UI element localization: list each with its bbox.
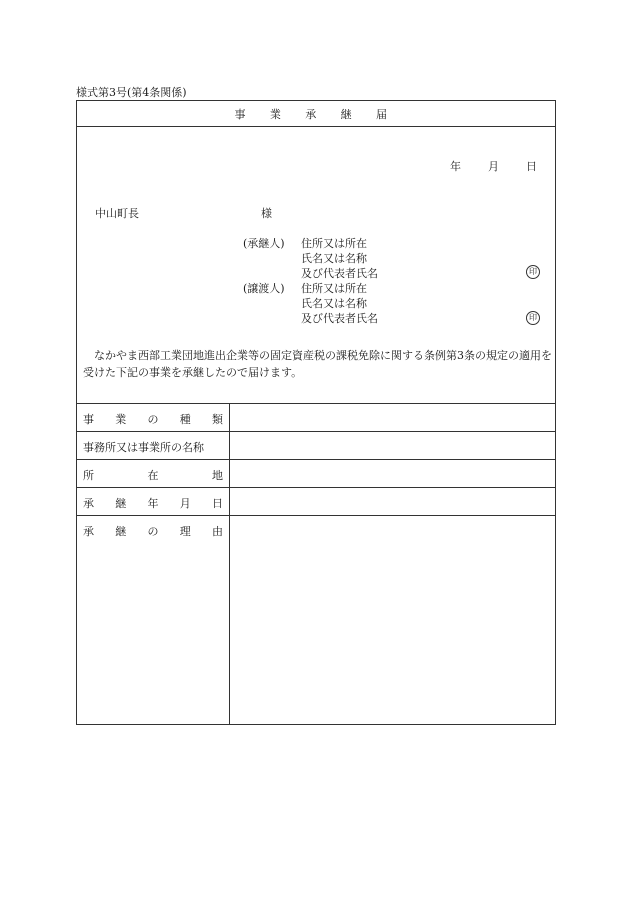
successor-address-label: 住所又は所在 xyxy=(301,237,367,250)
transferor-role: (譲渡人) xyxy=(243,282,285,295)
succession-reason-field[interactable] xyxy=(230,516,555,725)
form-frame xyxy=(76,100,556,725)
date-line xyxy=(450,158,537,174)
transferor-representative-label: 及び代表者氏名 xyxy=(301,312,378,325)
row-label: 事務所又は事業所の名称 xyxy=(77,432,230,459)
row-label: 所 在 地 xyxy=(77,460,230,487)
table-row-succession-reason xyxy=(77,516,555,725)
date-day: 日 xyxy=(526,160,537,173)
row-label: 承 継 の 理 由 xyxy=(77,516,230,725)
location-field[interactable] xyxy=(230,460,555,487)
transferor-name-label: 氏名又は名称 xyxy=(301,297,367,310)
business-type-field[interactable] xyxy=(230,404,555,431)
form-title: 事 業 承 継 届 xyxy=(77,101,555,127)
details-table xyxy=(77,403,555,725)
transferor-seal: 印 xyxy=(526,311,540,325)
successor-seal: 印 xyxy=(526,265,540,279)
date-month: 月 xyxy=(488,160,499,173)
successor-representative-label: 及び代表者氏名 xyxy=(301,267,378,280)
row-label: 事 業 の 種 類 xyxy=(77,404,230,431)
office-name-field[interactable] xyxy=(230,432,555,459)
honorific: 様 xyxy=(261,207,272,220)
succession-date-field[interactable] xyxy=(230,488,555,515)
transferor-address-label: 住所又は所在 xyxy=(301,282,367,295)
addressee: 中山町長 xyxy=(95,207,139,220)
successor-role: (承継人) xyxy=(243,237,285,250)
form-number: 様式第3号(第4条関係) xyxy=(76,86,187,99)
date-year: 年 xyxy=(450,160,461,173)
notice-text: なかやま西部工業団地進出企業等の固定資産税の課税免除に関する条例第3条の規定の適用を受けた下記の事業を承継したので届けます。 xyxy=(83,349,552,379)
table-row-business-type xyxy=(77,404,555,432)
table-row-office-name xyxy=(77,432,555,460)
table-row-location xyxy=(77,460,555,488)
successor-name-label: 氏名又は名称 xyxy=(301,252,367,265)
table-row-succession-date xyxy=(77,488,555,516)
row-label: 承 継 年 月 日 xyxy=(77,488,230,515)
